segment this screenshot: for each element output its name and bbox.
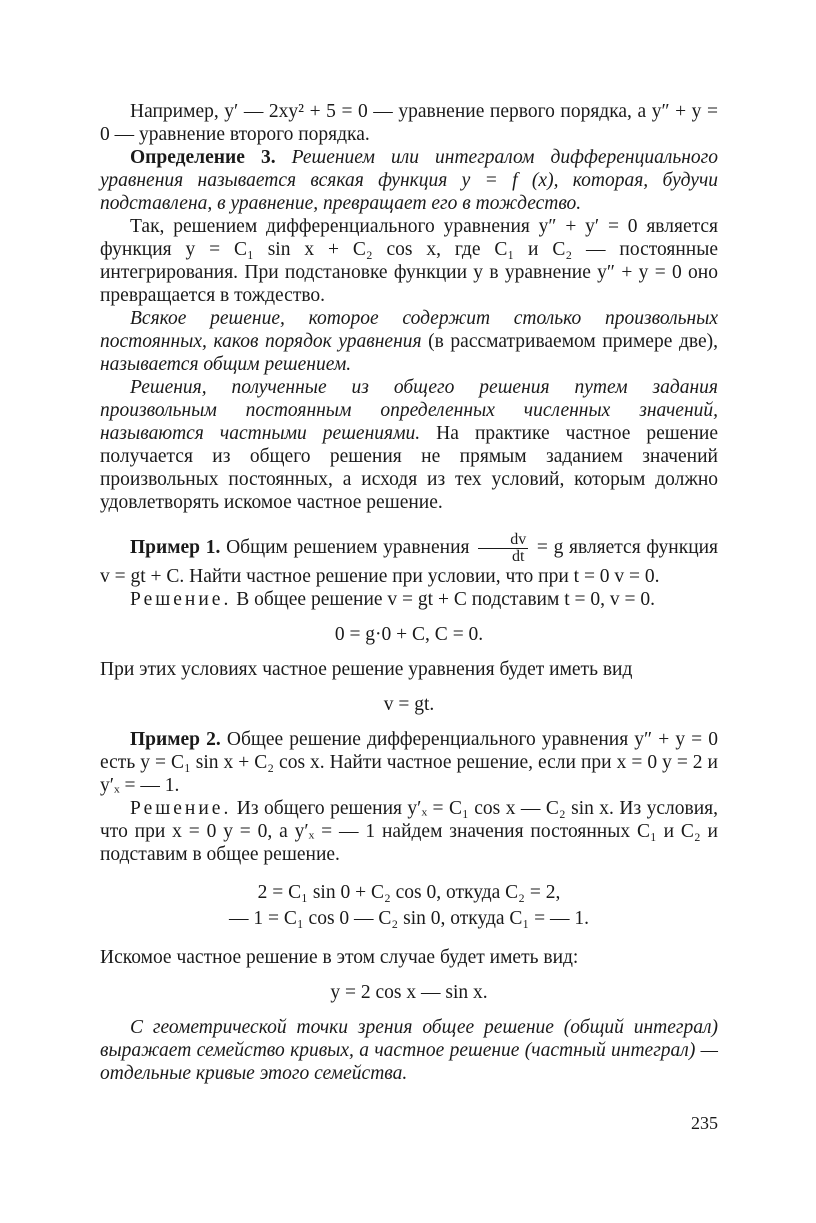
definition-text: Решением или интегралом дифференциального уравнения называется всякая функция y = f (x), которая, будучи подставлена, в уравнение, превращает его в тождество. xyxy=(100,147,719,214)
formula-c-zero: 0 = g·0 + C, C = 0. xyxy=(334,624,484,645)
example-1-conclusion: При этих условиях частное решение уравнения будет иметь вид xyxy=(100,659,633,680)
page-number: 235 xyxy=(691,1113,718,1133)
formula-line-1: 2 = C₁ sin 0 + C₂ cos 0, откуда C₂ = 2, xyxy=(257,882,561,903)
fraction-numerator: dv xyxy=(478,532,528,549)
formula-line-2: — 1 = C₁ cos 0 — C₂ sin 0, откуда C₁ = — 1. xyxy=(229,908,589,929)
general-solution-def-b: называется общим решением. xyxy=(100,354,352,375)
paragraph-particular-solution xyxy=(100,376,718,514)
example-2-text: Общее решение дифференциального уравнения y″ + y = 0 есть y = C₁ sin x + C₂ cos x. Найти частное решение, если при x = 0 y = 2 и y′ₓ = — 1. xyxy=(100,729,719,796)
solution-label: Решение. xyxy=(130,798,232,819)
page-body xyxy=(100,100,718,1085)
general-solution-def-a: Всякое решение, которое содержит столько произвольных постоянных, каков порядок уравнения xyxy=(100,308,718,352)
fraction-dv-dt xyxy=(478,532,528,565)
particular-solution-note: На практике частное решение получается из общего решения не прямым заданием значений произвольных постоянных, а исходя из тех условий, которым должно удовлетворять искомое частное решение. xyxy=(100,423,718,513)
fraction-denominator: dt xyxy=(511,548,525,565)
particular-solution-def: Решения, полученные из общего решения путем задания произвольным постоянным определенных численных значений, называются частными решениями. xyxy=(100,377,718,444)
example-2 xyxy=(100,728,718,797)
paragraph-general-solution xyxy=(100,307,718,376)
definition-label: Определение 3. xyxy=(130,147,276,168)
example-1 xyxy=(100,532,718,588)
paragraph-example-orders: Например, y′ — 2xy² + 5 = 0 — уравнение первого порядка, а y″ + y = 0 — уравнение второго порядка. xyxy=(100,101,718,145)
closing-paragraph xyxy=(100,1016,718,1085)
example-2-solution xyxy=(100,797,718,866)
example-1-text-before: Общим решением уравнения xyxy=(226,536,470,558)
definition-3 xyxy=(100,146,718,215)
general-solution-aside: (в рассматриваемом примере две), xyxy=(421,331,718,352)
example-1-solution xyxy=(100,588,718,611)
example-1-label: Пример 1. xyxy=(130,536,221,558)
closing-italic: С геометрической точки зрения общее решение (общий интеграл) выражает семейство кривых, а частное решение (частный интеграл) — отдельные кривые этого семейства. xyxy=(100,1017,718,1084)
paragraph-solution-example: Так, решением дифференциального уравнения y″ + y′ = 0 является функция y = C₁ sin x + C₂ cos x, где C₁ и C₂ — постоянные интегрирования. При подстановке функции y в уравнение y″ + y = 0 оно превращается в тождество. xyxy=(100,216,718,306)
example-2-label: Пример 2. xyxy=(130,729,221,750)
example-2-conclusion: Искомое частное решение в этом случае будет иметь вид: xyxy=(100,947,579,968)
solution-label: Решение. xyxy=(130,589,232,610)
example-1-text-after: = g является функция v = gt + C. Найти частное решение при условии, что при t = 0 v = 0. xyxy=(100,536,719,587)
formula-result: y = 2 cos x — sin x. xyxy=(330,982,488,1003)
formula-system xyxy=(100,880,718,932)
solution-text: В общее решение v = gt + C подставим t = 0, v = 0. xyxy=(236,589,655,610)
formula-v-gt: v = gt. xyxy=(383,694,435,715)
solution-text: Из общего решения y′ₓ = C₁ cos x — C₂ sin x. Из условия, что при x = 0 y = 0, а y′ₓ = — 1 найдем значения постоянных C₁ и C₂ и подставим в общее решение. xyxy=(100,798,718,865)
